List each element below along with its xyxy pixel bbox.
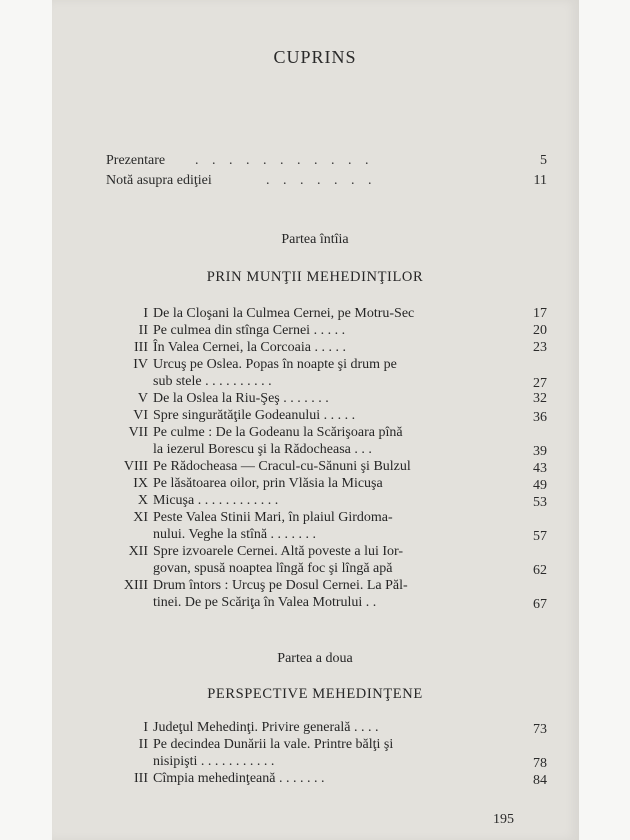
chapter-number: I xyxy=(143,306,148,321)
chapter-number: XI xyxy=(133,510,148,525)
chapter-page: 36 xyxy=(533,410,547,425)
chapter-title-cont: tinei. De pe Scăriţa în Valea Motrului . . xyxy=(153,595,377,610)
toc-leader-dots: . . . . . . . . . . . xyxy=(195,153,374,168)
chapter-page: 84 xyxy=(533,773,547,788)
section-heading: PERSPECTIVE MEHEDINŢENE xyxy=(207,686,423,702)
toc-page-number: 11 xyxy=(533,173,547,188)
chapter-page: 23 xyxy=(533,340,547,355)
chapter-page: 78 xyxy=(533,756,547,771)
chapter-page: 53 xyxy=(533,495,547,510)
chapter-title-cont: nului. Veghe la stînă . . . . . . . xyxy=(153,527,317,542)
chapter-title: Pe decindea Dunării la vale. Printre bălţi şi xyxy=(153,737,394,752)
chapter-page: 49 xyxy=(533,478,547,493)
toc-entry-prezentare: Prezentare xyxy=(106,153,166,168)
part-heading: Partea a doua xyxy=(277,651,353,666)
part-heading: Partea întîia xyxy=(281,232,349,247)
chapter-page: 43 xyxy=(533,461,547,476)
chapter-page: 27 xyxy=(533,376,547,391)
chapter-title: De la Cloşani la Culmea Cernei, pe Motru-Sec xyxy=(153,306,415,321)
chapter-page: 62 xyxy=(533,563,547,578)
chapter-title-cont: la iezerul Borescu şi la Rădocheasa . . . xyxy=(153,442,372,457)
chapter-title: Drum întors : Urcuş pe Dosul Cernei. La Păl- xyxy=(153,578,408,593)
chapter-page: 20 xyxy=(533,323,547,338)
toc-page-number: 5 xyxy=(540,153,547,168)
chapter-number: VIII xyxy=(123,459,148,474)
chapter-title: Urcuş pe Oslea. Popas în noapte şi drum pe xyxy=(153,357,397,372)
chapter-title: Pe lăsătoarea oilor, prin Vlăsia la Micuşa xyxy=(153,476,383,491)
chapter-title: Judeţul Mehedinţi. Privire generală . . . . xyxy=(153,720,379,735)
chapter-page: 73 xyxy=(533,722,547,737)
chapter-number: I xyxy=(143,720,148,735)
chapter-number: VII xyxy=(128,425,148,440)
chapter-title: În Valea Cernei, la Corcoaia . . . . . xyxy=(153,340,346,355)
page-number: 195 xyxy=(493,812,514,827)
chapter-title: De la Oslea la Riu-Şeş . . . . . . . xyxy=(153,391,329,406)
chapter-page: 17 xyxy=(533,306,547,321)
chapter-title: Micuşa . . . . . . . . . . . . xyxy=(153,493,279,508)
chapter-number: II xyxy=(138,323,148,338)
chapter-number: IX xyxy=(133,476,148,491)
chapter-title: Pe culme : De la Godeanu la Scărişoara pînă xyxy=(153,425,403,440)
chapter-number: V xyxy=(137,391,148,406)
chapter-number: X xyxy=(137,493,148,508)
chapter-title: Spre izvoarele Cernei. Altă poveste a lui Ior- xyxy=(153,544,404,559)
chapter-title: Spre singurătăţile Godeanului . . . . . xyxy=(153,408,356,423)
chapter-title-cont: govan, spusă noaptea lîngă foc şi lîngă apă xyxy=(153,561,393,576)
chapter-page: 57 xyxy=(533,529,547,544)
chapter-number: II xyxy=(138,737,148,752)
page-title: CUPRINS xyxy=(273,47,357,67)
chapter-page: 39 xyxy=(533,444,547,459)
chapter-title: Pe Rădocheasa — Cracul-cu-Sănuni şi Bulzul xyxy=(153,459,411,474)
chapter-page: 32 xyxy=(533,391,547,406)
section-heading: PRIN MUNŢII MEHEDINŢILOR xyxy=(206,269,424,285)
toc-entry-nota: Notă asupra ediţiei xyxy=(106,173,212,188)
chapter-page: 67 xyxy=(533,597,547,612)
chapter-number: XIII xyxy=(123,578,148,593)
toc-leader-dots: . . . . . . . xyxy=(266,173,377,188)
chapter-title-cont: nisipişti . . . . . . . . . . . xyxy=(153,754,275,769)
chapter-number: III xyxy=(134,771,148,786)
chapter-title: Pe culmea din stînga Cernei . . . . . xyxy=(153,323,346,338)
chapter-title: Peste Valea Stinii Mari, în plaiul Girdoma- xyxy=(153,510,393,525)
chapter-title: Cîmpia mehedinţeană . . . . . . . xyxy=(153,771,325,786)
chapter-number: III xyxy=(134,340,148,355)
chapter-number: VI xyxy=(133,408,148,423)
chapter-number: IV xyxy=(133,357,148,372)
chapter-title-cont: sub stele . . . . . . . . . . xyxy=(153,374,272,389)
chapter-number: XII xyxy=(128,544,148,559)
